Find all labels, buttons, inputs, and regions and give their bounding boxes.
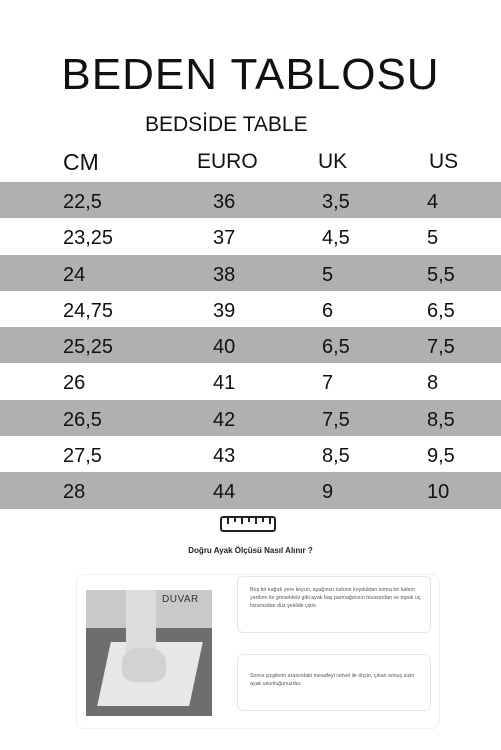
size-table <box>0 182 501 509</box>
cell-uk: 6 <box>322 299 334 322</box>
foot <box>122 648 166 682</box>
foot-measure-illustration <box>86 590 212 716</box>
table-row <box>0 363 501 399</box>
cell-euro: 36 <box>213 191 236 213</box>
cell-us: 5,5 <box>427 263 455 286</box>
wall-label: DUVAR <box>162 594 199 605</box>
cell-euro: 38 <box>213 263 236 286</box>
column-header-us: US <box>429 150 459 173</box>
cell-us: 7,5 <box>427 336 455 359</box>
cell-uk: 4,5 <box>322 227 350 250</box>
cell-cm: 28 <box>63 481 86 504</box>
cell-cm: 22,5 <box>63 191 102 213</box>
cell-uk: 6,5 <box>322 336 350 359</box>
cell-us: 8,5 <box>427 408 455 431</box>
page-title: BEDEN TABLOSU <box>61 50 440 99</box>
cell-us: 9,5 <box>427 445 455 468</box>
column-header-cm: CM <box>63 149 99 175</box>
instruction-text-2: Sonra çizgilerin arasındaki mesafeyi cetvel ile ölçün, çıkan sonuç sizin ayak uzunluğunuzdur. <box>250 673 415 687</box>
instruction-card-2 <box>237 654 431 711</box>
cell-cm: 26 <box>63 372 86 395</box>
cell-cm: 26,5 <box>63 408 102 431</box>
cell-uk: 7,5 <box>322 408 350 431</box>
table-row <box>0 182 501 218</box>
table-row <box>0 291 501 327</box>
cell-cm: 24 <box>63 263 86 286</box>
table-row <box>0 327 501 363</box>
cell-cm: 27,5 <box>63 445 102 468</box>
cell-uk: 7 <box>322 372 334 395</box>
cell-cm: 24,75 <box>63 299 114 322</box>
ruler-icon <box>220 516 276 532</box>
instruction-text-1: Boş bir kağıdı yere koyun, ayağınızı üstüne koyduktan sonra bir kalem yardımı ile görseldeki gibi ayak baş parmağınızın hizasından ve topuk uç hizanızdan düz şekilde çizin. <box>250 587 421 609</box>
page-subtitle: BEDSİDE TABLE <box>145 113 308 136</box>
guide-title: Doğru Ayak Ölçüsü Nasıl Alınır ? <box>188 546 313 555</box>
column-header-uk: UK <box>318 150 348 173</box>
cell-euro: 39 <box>213 299 236 322</box>
cell-us: 4 <box>427 191 439 213</box>
cell-euro: 43 <box>213 445 236 468</box>
cell-us: 6,5 <box>427 299 455 322</box>
cell-us: 10 <box>427 481 450 504</box>
cell-us: 8 <box>427 372 439 395</box>
cell-cm: 23,25 <box>63 227 114 250</box>
cell-euro: 41 <box>213 372 236 395</box>
cell-uk: 3,5 <box>322 191 350 213</box>
cell-cm: 25,25 <box>63 336 114 359</box>
cell-uk: 9 <box>322 481 334 504</box>
table-row <box>0 400 501 436</box>
table-row <box>0 436 501 472</box>
column-header-euro: EURO <box>197 150 258 173</box>
table-row <box>0 218 501 254</box>
cell-euro: 42 <box>213 408 236 431</box>
cell-euro: 44 <box>213 481 236 504</box>
cell-us: 5 <box>427 227 439 250</box>
table-row <box>0 255 501 291</box>
cell-euro: 37 <box>213 227 236 250</box>
instruction-card-1 <box>237 576 431 633</box>
cell-uk: 8,5 <box>322 445 350 468</box>
table-row <box>0 472 501 508</box>
cell-uk: 5 <box>322 263 334 286</box>
cell-euro: 40 <box>213 336 236 359</box>
